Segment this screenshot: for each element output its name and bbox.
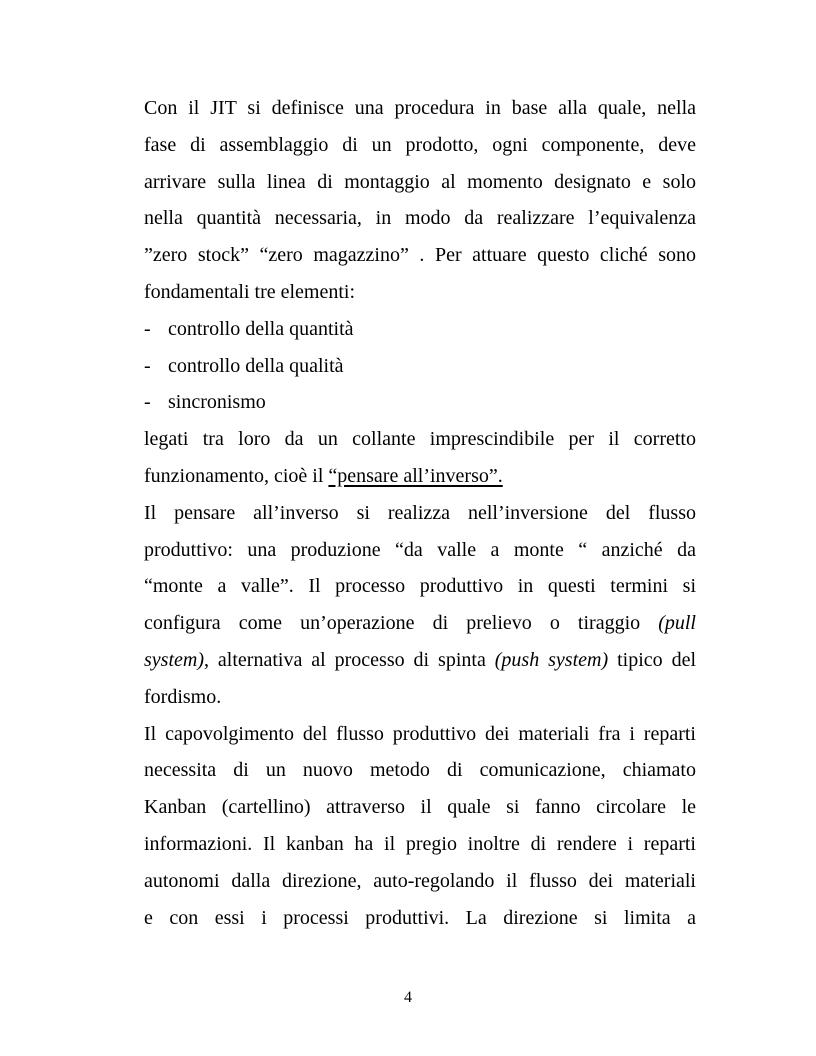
page-number: 4 [404, 989, 412, 1006]
text-line: produttivo: una produzione “da valle a monte “ anziché da [144, 538, 696, 561]
italic-term: (pull [658, 612, 696, 635]
paragraph-jit-definition [144, 90, 696, 311]
paragraph-inverse-thinking [144, 495, 696, 716]
text-line: autonomi dalla direzione, auto-regolando il flusso dei materiali [144, 869, 696, 892]
paragraph-kanban [144, 716, 696, 937]
text-segment: , alternativa al processo di spinta [203, 648, 495, 671]
text-line: Con il JIT si definisce una procedura in base alla quale, nella [144, 97, 696, 119]
list-dash: - [144, 354, 151, 377]
underlined-phrase: “pensare all’inverso”. [328, 464, 503, 487]
list-item-text: sincronismo [168, 391, 266, 414]
text-line: informazioni. Il kanban ha il pregio inoltre di rendere i reparti [144, 832, 696, 855]
text-line: arrivare sulla linea di montaggio al momento designato e solo [144, 170, 696, 193]
text-line: e con essi i processi produttivi. La direzione si limita a [144, 906, 696, 929]
text-line: necessita di un nuovo metodo di comunicazione, chiamato [144, 759, 696, 782]
text-line [144, 605, 696, 642]
elements-list [144, 311, 696, 421]
text-segment: configura come un’operazione di prelievo o tiraggio [144, 612, 659, 635]
text-line: Il capovolgimento del flusso produttivo dei materiali fra i reparti [144, 722, 696, 745]
list-item-text: controllo della quantità [168, 317, 354, 340]
text-line: nella quantità necessaria, in modo da realizzare l’equivalenza [144, 207, 696, 230]
text-line [144, 642, 696, 679]
document-page [144, 90, 696, 936]
paragraph-bond [144, 421, 696, 495]
text-line: fordismo. [144, 685, 222, 708]
text-segment: funzionamento, cioè il [144, 464, 329, 487]
text-line: fondamentali tre elementi: [144, 280, 356, 303]
list-item-text: controllo della qualità [168, 354, 344, 377]
list-item [144, 384, 696, 421]
text-line [144, 458, 696, 495]
text-segment: tipico del [608, 648, 696, 671]
text-line: “monte a valle”. Il processo produttivo in questi termini si [144, 575, 696, 598]
italic-term: (push system) [494, 648, 609, 671]
list-item [144, 348, 696, 385]
text-line: Il pensare all’inverso si realizza nell’inversione del flusso [144, 501, 696, 524]
text-line: ”zero stock” “zero magazzino” . Per attuare questo cliché sono [144, 244, 696, 267]
italic-term: system) [144, 648, 204, 671]
list-dash: - [144, 391, 151, 414]
text-line: Kanban (cartellino) attraverso il quale si fanno circolare le [144, 796, 696, 819]
list-item [144, 311, 696, 348]
text-line: legati tra loro da un collante imprescindibile per il corretto [144, 428, 696, 451]
list-dash: - [144, 317, 151, 340]
text-line: fase di assemblaggio di un prodotto, ogni componente, deve [144, 133, 696, 156]
